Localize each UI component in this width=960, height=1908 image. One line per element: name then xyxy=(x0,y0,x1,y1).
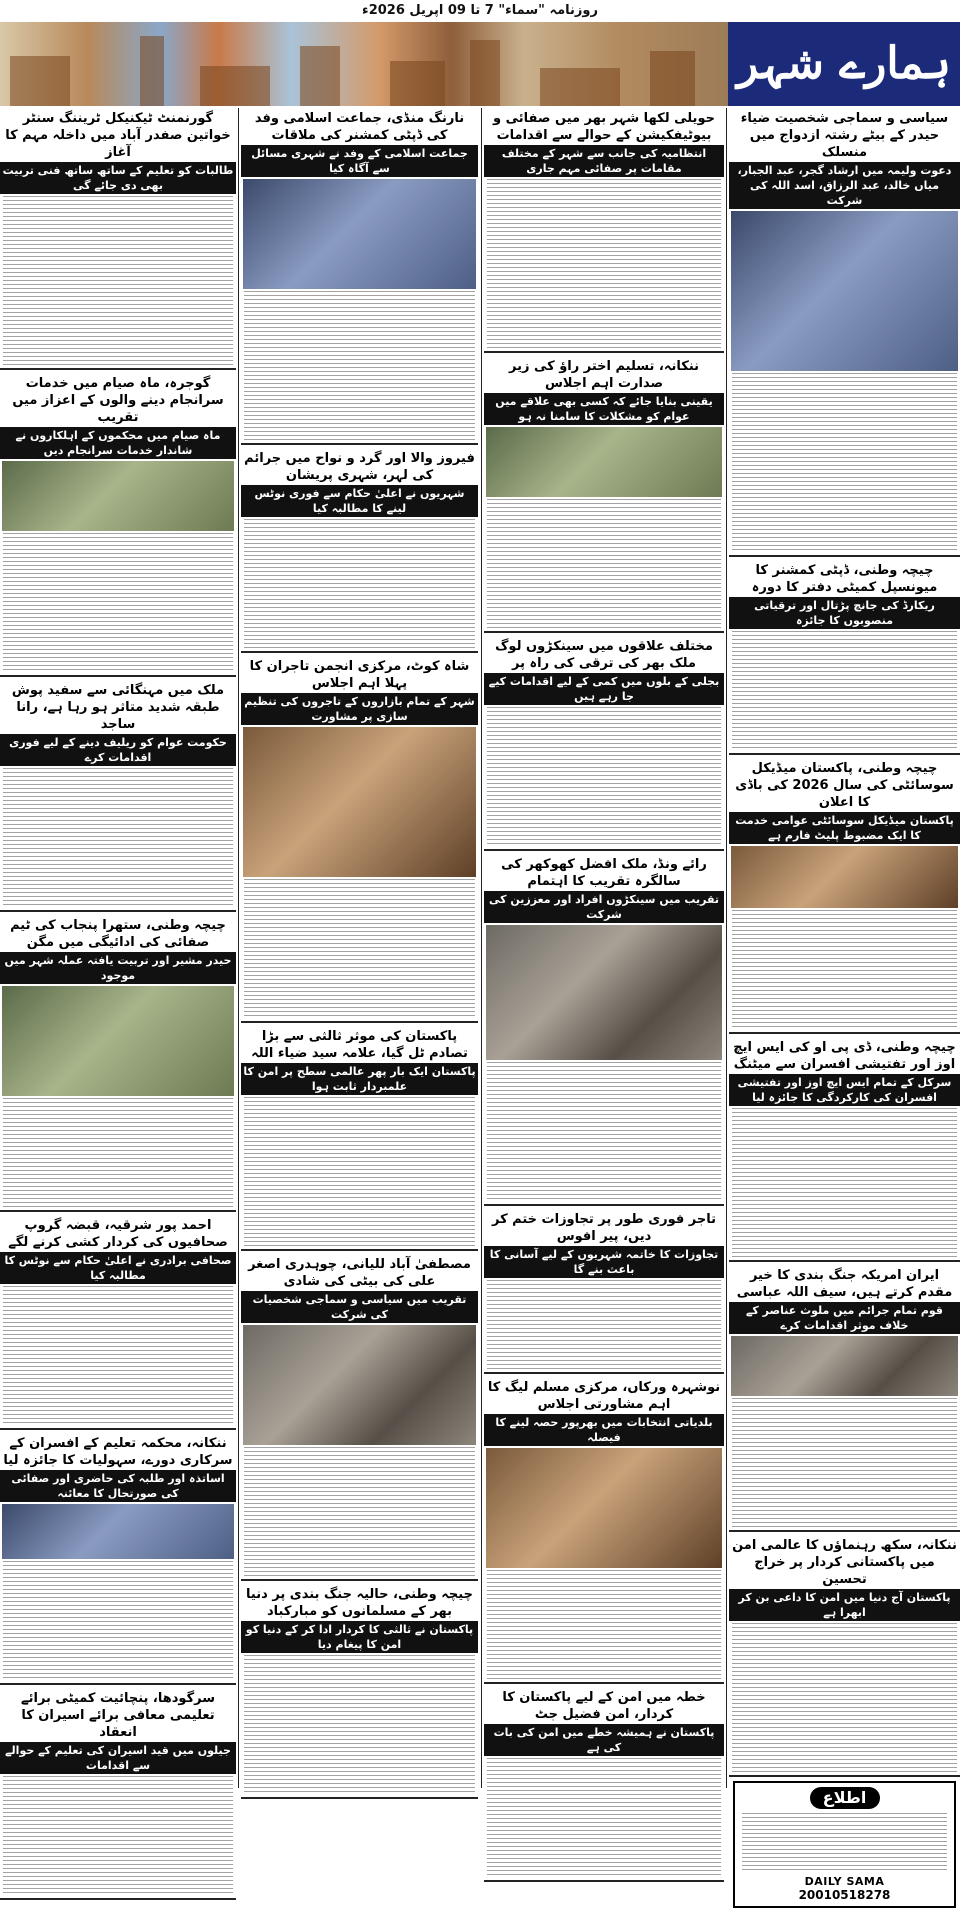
story-subheadline: شہر کے تمام بازاروں کے تاجروں کی تنظیم سازی پر مشاورت xyxy=(241,693,478,725)
story-headline: ننکانہ، محکمہ تعلیم کے افسران کے سرکاری دورے، سہولیات کا جائزہ لیا xyxy=(3,1436,233,1468)
story-headline: تاجر فوری طور پر تجاوزات ختم کر دیں، پیر افوس xyxy=(491,1212,716,1244)
story-subheadline: سرکل کے تمام ایس ایچ اوز اور تفتیشی افسران کی کارکردگی کا جائزہ لیا xyxy=(729,1074,960,1106)
news-story xyxy=(484,854,724,1206)
notice-number: 20010518278 xyxy=(798,1888,891,1902)
news-story xyxy=(241,448,478,653)
story-photo xyxy=(243,727,476,877)
story-subheadline: تقریب میں سیاسی و سماجی شخصیات کی شرکت xyxy=(241,1291,478,1323)
news-story xyxy=(0,1215,236,1430)
banner xyxy=(0,22,960,106)
story-headline: سیاسی و سماجی شخصیت ضیاء حیدر کے بیٹے رشتہ ازدواج میں منسلک xyxy=(740,111,949,160)
story-headline: چیچہ وطنی، حالیہ جنگ بندی پر دنیا بھر کے مسلمانوں کو مبارکباد xyxy=(246,1587,473,1619)
story-body xyxy=(3,196,233,366)
news-story xyxy=(484,1209,724,1374)
story-headline: سرگودھا، پنچائیت کمیٹی برائے تعلیمی معافی برائے اسیران کا انعقاد xyxy=(20,1691,216,1740)
story-body xyxy=(487,707,721,847)
column-4 xyxy=(0,108,236,1788)
news-story xyxy=(484,1687,724,1882)
news-story xyxy=(729,560,960,755)
news-story xyxy=(241,1254,478,1581)
story-photo xyxy=(2,986,234,1096)
news-story xyxy=(484,108,724,353)
news-story xyxy=(0,680,236,912)
story-photo xyxy=(2,461,234,531)
story-subheadline: ماہ صیام میں محکموں کے اہلکاروں نے شاندار خدمات سرانجام دیں xyxy=(0,427,236,459)
story-photo xyxy=(2,1504,234,1559)
story-body xyxy=(3,1286,233,1426)
story-headline: ننکانہ، سکھ رہنماؤں کا عالمی امن میں پاکستانی کردار پر خراج تحسین xyxy=(732,1538,957,1587)
story-subheadline: جماعت اسلامی کے وفد نے شہری مسائل سے آگاہ کیا xyxy=(241,145,478,177)
news-story xyxy=(0,373,236,677)
news-story xyxy=(241,1584,478,1799)
story-headline: چیچہ وطنی، ڈی پی او کی ایس ایچ اوز اور تفتیشی افسران سے میٹنگ xyxy=(733,1040,956,1072)
story-body xyxy=(3,1776,233,1896)
story-subheadline: پاکستان میڈیکل سوسائٹی عوامی خدمت کا ایک مضبوط پلیٹ فارم ہے xyxy=(729,812,960,844)
story-headline: فیروز والا اور گرد و نواح میں جرائم کی لہر، شہری پریشان xyxy=(244,451,475,483)
story-photo xyxy=(731,1336,958,1396)
notice-body xyxy=(742,1813,947,1873)
story-body xyxy=(244,879,475,1019)
column-3 xyxy=(241,108,478,1788)
story-subheadline: پاکستان آج دنیا میں امن کا داعی بن کر ابھرا ہے xyxy=(729,1589,960,1621)
story-body xyxy=(3,1098,233,1208)
story-subheadline: انتظامیہ کی جانب سے شہر کے مختلف مقامات پر صفائی مہم جاری xyxy=(484,145,724,177)
notice-title: اطلاع xyxy=(810,1787,880,1809)
story-headline: پاکستان کی موثر ثالثی سے بڑا تصادم ٹل گیا، علامہ سید ضیاء اللہ xyxy=(251,1029,468,1061)
story-photo xyxy=(486,925,722,1060)
news-story xyxy=(241,108,478,445)
story-headline: چیچہ وطنی، ڈپٹی کمشنر کا میونسپل کمیٹی دفتر کا دورہ xyxy=(751,563,938,595)
story-photo xyxy=(486,427,722,497)
story-body xyxy=(3,768,233,908)
story-subheadline: بلدیاتی انتخابات میں بھرپور حصہ لینے کا فیصلہ xyxy=(484,1414,724,1446)
story-subheadline: پاکستان نے ثالثی کا کردار ادا کر کے دنیا کو امن کا پیغام دیا xyxy=(241,1621,478,1653)
story-subheadline: یقینی بنایا جائے کہ کسی بھی علاقے میں عوام کو مشکلات کا سامنا نہ ہو xyxy=(484,393,724,425)
story-subheadline: حیدر مشیر اور تربیت یافتہ عملہ شہر میں موجود xyxy=(0,952,236,984)
story-subheadline: پاکستان نے ہمیشہ خطے میں امن کی بات کی ہے xyxy=(484,1724,724,1756)
story-headline: حویلی لکھا شہر بھر میں صفائی و بیوٹیفکیشن کے حوالے سے اقدامات xyxy=(493,111,715,143)
story-subheadline: ریکارڈ کی جانچ پڑتال اور ترقیاتی منصوبوں کا جائزہ xyxy=(729,597,960,629)
news-story xyxy=(729,108,960,557)
story-photo xyxy=(243,179,476,289)
news-story xyxy=(0,108,236,370)
story-headline: رائے ونڈ، ملک افضل کھوکھر کی سالگرہ تقریب کا اہتمام xyxy=(501,857,707,889)
news-story xyxy=(241,1026,478,1251)
story-headline: مصطفیٰ آباد للیانی، چوہدری اصغر علی کی بیٹی کی شادی xyxy=(248,1257,471,1289)
story-body xyxy=(732,910,957,1030)
news-story xyxy=(729,1265,960,1532)
news-story xyxy=(0,1433,236,1685)
story-headline: احمد پور شرقیہ، قبضہ گروپ صحافیوں کی کردار کشی کرنے لگے xyxy=(8,1218,228,1250)
story-headline: ننکانہ، تسلیم اختر راؤ کی زیر صدارت اہم اجلاس xyxy=(508,359,700,391)
story-subheadline: اساتذہ اور طلبہ کی حاضری اور صفائی کی صورتحال کا معائنہ xyxy=(0,1470,236,1502)
news-story xyxy=(729,1037,960,1262)
story-headline: گورنمنٹ ٹیکنیکل ٹریننگ سنٹر خواتین صفدر آباد میں داخلہ مہم کا آغاز xyxy=(5,111,231,160)
story-body xyxy=(487,1570,721,1680)
story-body xyxy=(3,533,233,673)
story-headline: گوجرہ، ماہ صیام میں خدمات سرانجام دینے والوں کے اعزاز میں تقریب xyxy=(12,376,224,425)
news-story xyxy=(484,636,724,851)
story-headline: شاہ کوٹ، مرکزی انجمن تاجران کا پہلا اہم اجلاس xyxy=(249,659,470,691)
story-headline: ایران امریکہ جنگ بندی کا خیر مقدم کرتے ہیں، سیف اللہ عباسی xyxy=(736,1268,953,1300)
story-headline: ملک میں مہنگائی سے سفید پوش طبقہ شدید متاثر ہو رہا ہے، رانا ساجد xyxy=(11,683,225,732)
story-body xyxy=(487,499,721,629)
story-subheadline: قوم تمام جرائم میں ملوث عناصر کے خلاف موثر اقدامات کرے xyxy=(729,1302,960,1334)
story-body xyxy=(244,1655,475,1795)
story-photo xyxy=(731,211,958,371)
column-2 xyxy=(484,108,724,1788)
story-subheadline: دعوت ولیمہ میں ارشاد گجر، عبد الجبار، میاں خالد، عبد الرزاق، اسد اللہ کی شرکت xyxy=(729,162,960,209)
story-body xyxy=(3,1561,233,1681)
story-subheadline: تقریب میں سینکڑوں افراد اور معززین کی شرکت xyxy=(484,891,724,923)
story-body xyxy=(244,291,475,441)
story-subheadline: طالبات کو تعلیم کے ساتھ ساتھ فنی تربیت بھی دی جائے گی xyxy=(0,162,236,194)
news-story xyxy=(729,1535,960,1777)
story-body xyxy=(244,1447,475,1577)
news-story xyxy=(0,915,236,1212)
news-story xyxy=(0,1688,236,1900)
news-story xyxy=(729,758,960,1034)
story-subheadline: پاکستان ایک بار پھر عالمی سطح پر امن کا علمبردار ثابت ہوا xyxy=(241,1063,478,1095)
story-headline: نارنگ منڈی، جماعت اسلامی وفد کی ڈپٹی کمشنر کی ملاقات xyxy=(254,111,465,143)
story-body xyxy=(487,179,721,349)
story-headline: نوشہرہ ورکاں، مرکزی مسلم لیگ کا اہم مشاورتی اجلاس xyxy=(487,1380,721,1412)
story-body xyxy=(487,1758,721,1878)
news-story xyxy=(484,356,724,633)
story-subheadline: صحافی برادری نے اعلیٰ حکام سے نوٹس کا مطالبہ کیا xyxy=(0,1252,236,1284)
story-photo xyxy=(486,1448,722,1568)
story-subheadline: جیلوں میں قید اسیران کی تعلیم کے حوالے سے اقدامات xyxy=(0,1742,236,1774)
story-headline: چیچہ وطنی، پاکستان میڈیکل سوسائٹی کی سال 2026 کی باڈی کا اعلان xyxy=(735,761,954,810)
story-photo xyxy=(243,1325,476,1445)
column-1 xyxy=(729,108,960,1902)
story-body xyxy=(732,373,957,553)
story-headline: مختلف علاقوں میں سینکڑوں لوگ ملک بھر کی ترقی کی راہ پر xyxy=(495,639,713,671)
story-body xyxy=(732,1398,957,1528)
story-body xyxy=(732,1623,957,1773)
story-subheadline: شہریوں نے اعلیٰ حکام سے فوری نوٹس لینے کا مطالبہ کیا xyxy=(241,485,478,517)
news-story xyxy=(241,656,478,1023)
notice-paper-name: DAILY SAMA xyxy=(804,1875,885,1888)
story-body xyxy=(487,1062,721,1202)
notice-box xyxy=(733,1781,956,1908)
story-photo xyxy=(731,846,958,908)
story-body xyxy=(732,1108,957,1258)
story-headline: خطہ میں امن کے لیے پاکستان کا کردار، امن فضیل جٹ xyxy=(502,1690,706,1722)
story-body xyxy=(732,631,957,751)
story-body xyxy=(244,1097,475,1247)
dateline: روزنامہ "سماء" 7 تا 09 اپریل 2026ء xyxy=(362,3,598,18)
story-subheadline: حکومت عوام کو ریلیف دینے کے لیے فوری اقدامات کرے xyxy=(0,734,236,766)
news-story xyxy=(484,1377,724,1684)
story-subheadline: بجلی کے بلوں میں کمی کے لیے اقدامات کیے جا رہے ہیں xyxy=(484,673,724,705)
story-body xyxy=(487,1280,721,1370)
story-headline: چیچہ وطنی، ستھرا پنجاب کی ٹیم صفائی کی ادائیگی میں مگن xyxy=(10,918,226,950)
story-body xyxy=(244,519,475,649)
section-title: ہمارے شہر xyxy=(737,38,951,89)
story-subheadline: تجاوزات کا خاتمہ شہریوں کے لیے آسانی کا باعث بنے گا xyxy=(484,1246,724,1278)
cityscape-photo xyxy=(0,22,728,106)
